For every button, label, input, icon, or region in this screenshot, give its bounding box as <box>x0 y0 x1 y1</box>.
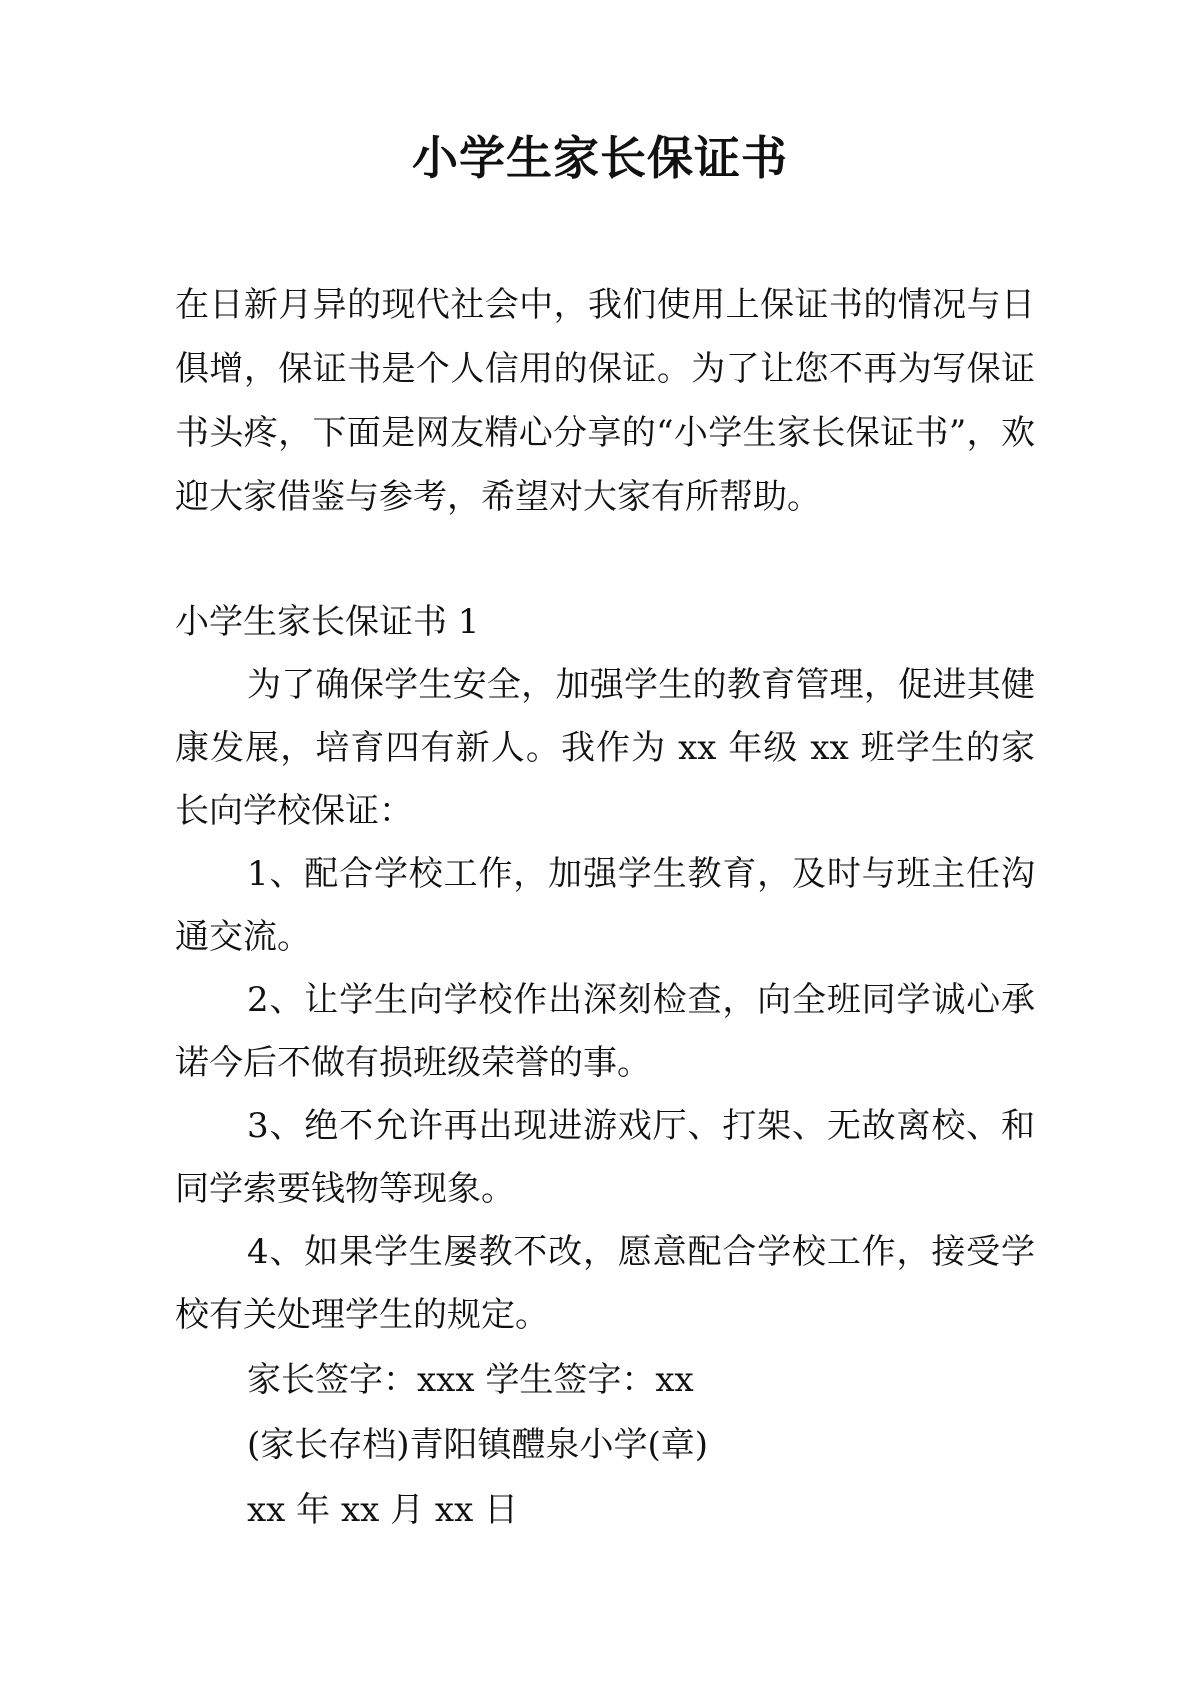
section-heading: 小学生家长保证书 1 <box>175 602 480 642</box>
intro-paragraph: 在日新月异的现代社会中，我们使用上保证书的情况与日俱增，保证书是个人信用的保证。为了让您不再为写保证书头疼，下面是网友精心分享的“小学生家长保证书”，欢迎大家借鉴与参考，希望对大家有所帮助。 <box>175 285 1035 517</box>
opening-paragraph: 为了确保学生安全，加强学生的教育管理，促进其健康发展，培育四有新人。我作为 xx 年级 xx 班学生的家长向学校保证： <box>175 665 1035 831</box>
date-line: xx 年 xx 月 xx 日 <box>247 1490 519 1530</box>
list-item: 4、如果学生屡教不改，愿意配合学校工作，接受学校有关处理学生的规定。 <box>175 1232 1035 1335</box>
signature-line: 家长签字：xxx 学生签字：xx <box>247 1360 694 1400</box>
list-item: 3、绝不允许再出现进游戏厅、打架、无故离校、和同学索要钱物等现象。 <box>175 1106 1035 1209</box>
archive-line: (家长存档)青阳镇醴泉小学(章) <box>247 1425 709 1465</box>
document-title: 小学生家长保证书 <box>412 131 788 185</box>
list-item: 2、让学生向学校作出深刻检查，向全班同学诚心承诺今后不做有损班级荣誉的事。 <box>175 980 1035 1083</box>
guarantee-section <box>175 591 1035 1542</box>
list-item: 1、配合学校工作，加强学生教育，及时与班主任沟通交流。 <box>175 854 1035 957</box>
